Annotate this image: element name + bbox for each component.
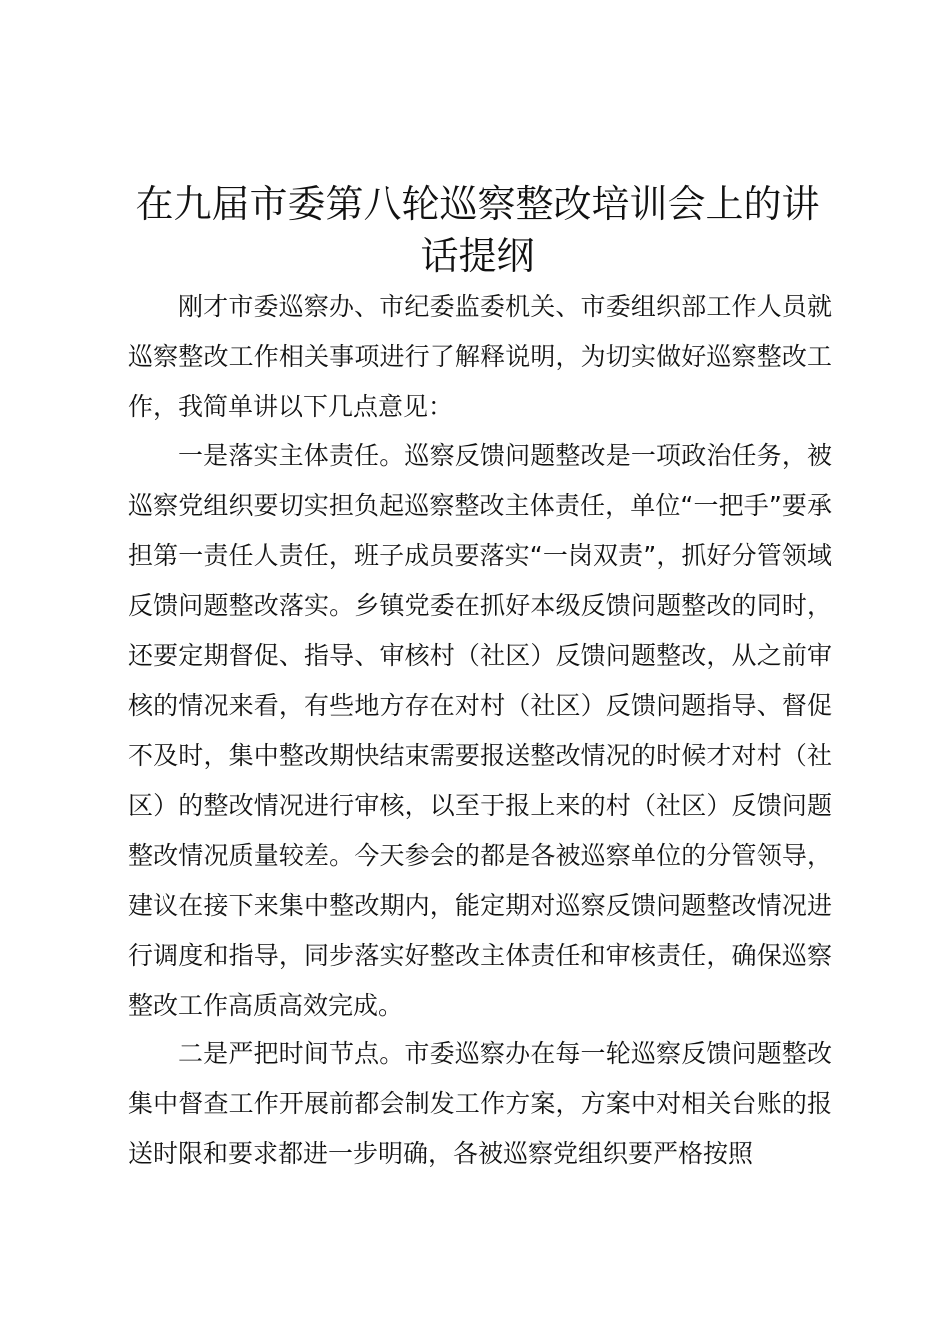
paragraph-main-responsibility: 一是落实主体责任。巡察反馈问题整改是一项政治任务，被巡察党组织要切实担负起巡察整改主体责任，单位“一把手”要承担第一责任人责任，班子成员要落实“一岗双责”，抓好分管领域反馈问题整改落实。乡镇党委在抓好本级反馈问题整改的同时，还要定期督促、指导、审核村（社区）反馈问题整改，从之前审核的情况来看，有些地方存在对村（社区）反馈问题指导、督促不及时，集中整改期快结束需要报送整改情况的时候才对村（社区）的整改情况进行审核，以至于报上来的村（社区）反馈问题整改情况质量较差。今天参会的都是各被巡察单位的分管领导，建议在接下来集中整改期内，能定期对巡察反馈问题整改情况进行调度和指导，同步落实好整改主体责任和审核责任，确保巡察整改工作高质高效完成。 [128, 441, 832, 1020]
document-title: 在九届市委第八轮巡察整改培训会上的讲话提纲 [135, 182, 820, 278]
paragraph-intro: 刚才市委巡察办、市纪委监委机关、市委组织部工作人员就巡察整改工作相关事项进行了解释说明，为切实做好巡察整改工作，我简单讲以下几点意见： [128, 292, 832, 421]
paragraph-time-nodes: 二是严把时间节点。市委巡察办在每一轮巡察反馈问题整改集中督查工作开展前都会制发工作方案，方案中对相关台账的报送时限和要求都进一步明确，各被巡察党组织要严格按照 [128, 1039, 832, 1168]
